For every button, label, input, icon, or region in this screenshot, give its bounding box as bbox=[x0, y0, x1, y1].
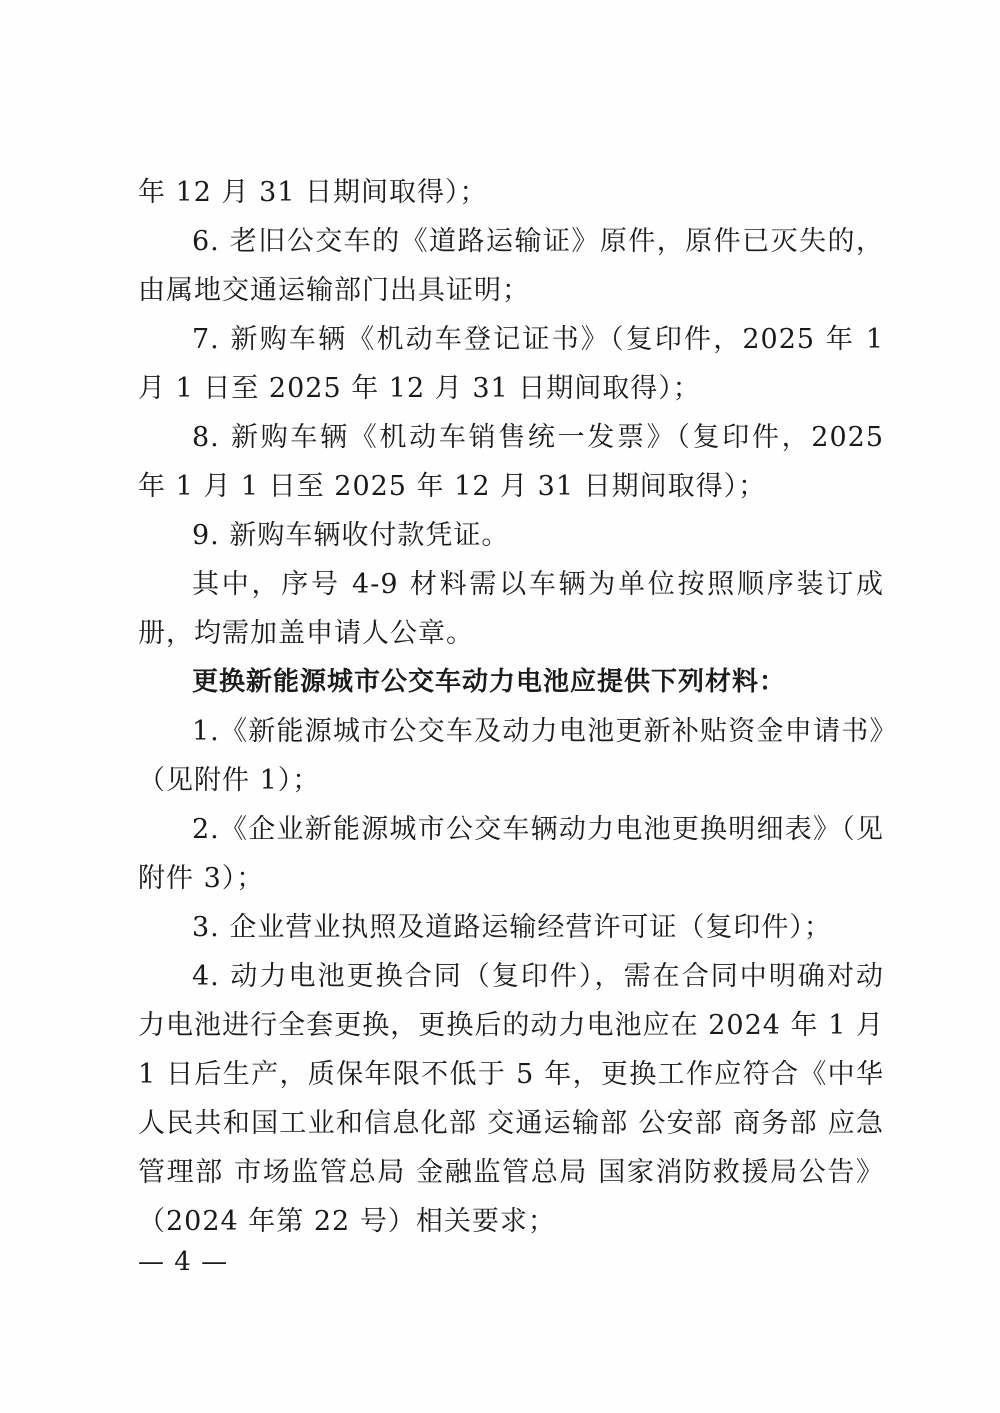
page-number: — 4 — bbox=[138, 1247, 229, 1277]
paragraph-battery-item-3: 3. 企业营业执照及道路运输经营许可证（复印件）； bbox=[192, 912, 832, 943]
paragraph-battery-item-2: 2.《企业新能源城市公交车辆动力电池更换明细表》（见附件 3）； bbox=[138, 814, 884, 894]
paragraph-continuation: 年 12 月 31 日期间取得）； bbox=[138, 177, 488, 208]
paragraph-battery-item-1: 1.《新能源城市公交车及动力电池更新补贴资金申请书》（见附件 1）； bbox=[138, 716, 884, 796]
paragraph-item-7: 7. 新购车辆《机动车登记证书》（复印件，2025 年 1 月 1 日至 2025 年 12 月 31 日期间取得）； bbox=[138, 324, 884, 404]
paragraph-item-8: 8. 新购车辆《机动车销售统一发票》（复印件，2025 年 1 月 1 日至 2025 年 12 月 31 日期间取得）； bbox=[138, 422, 884, 502]
section-heading: 更换新能源城市公交车动力电池应提供下列材料： bbox=[192, 667, 787, 697]
paragraph-item-6: 6. 老旧公交车的《道路运输证》原件，原件已灭失的，由属地交通运输部门出具证明； bbox=[138, 226, 884, 306]
paragraph-item-9: 9. 新购车辆收付款凭证。 bbox=[192, 520, 510, 551]
paragraph-battery-item-4: 4. 动力电池更换合同（复印件），需在合同中明确对动力电池进行全套更换，更换后的动力电池应在 2024 年 1 月 1 日后生产，质保年限不低于 5 年，更换工作应符合《中华人民共和国工业和信息化部 交通运输部 公安部 商务部 应急管理部 市场监管总局 金融监管总局 国家消防救援局公告》（2024 年第 22 号）相关要求； bbox=[138, 961, 884, 1237]
document-body bbox=[138, 168, 884, 1246]
paragraph-note: 其中，序号 4-9 材料需以车辆为单位按照顺序装订成册，均需加盖申请人公章。 bbox=[138, 569, 884, 649]
